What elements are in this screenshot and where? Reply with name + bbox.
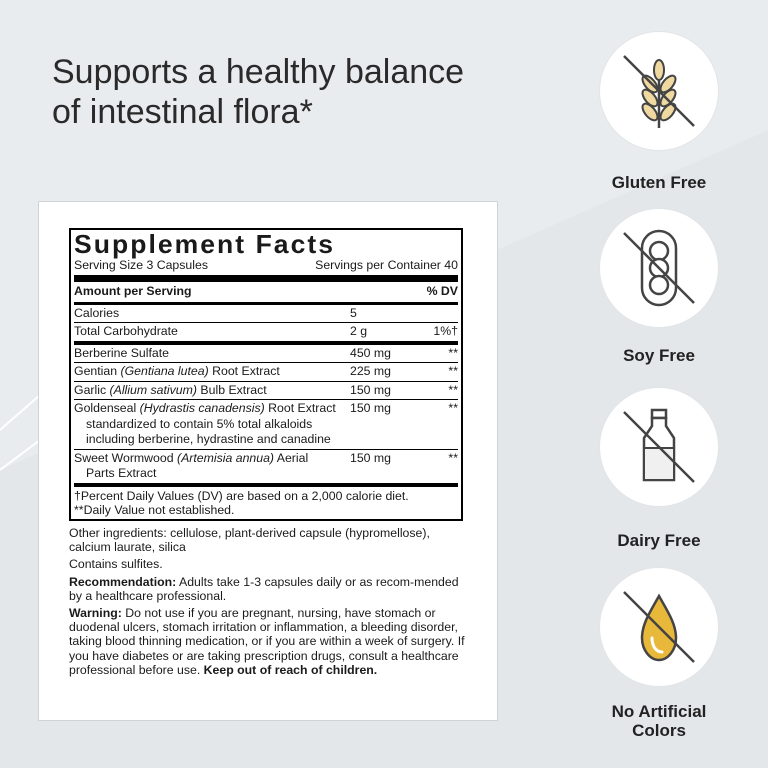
milk-bottle-crossed-icon xyxy=(600,388,718,506)
ingredient-row xyxy=(74,450,458,487)
no-artificial-colors-line-2: Colors xyxy=(632,721,686,740)
soy-free-badge xyxy=(600,209,718,327)
ingredient-dv: ** xyxy=(448,401,458,415)
facts-row-carbohydrate xyxy=(74,323,458,345)
ingredient-dv: ** xyxy=(448,382,458,397)
warning xyxy=(69,606,469,677)
row-name: Calories xyxy=(74,305,120,320)
serving-info xyxy=(74,258,458,282)
headline-line-2: of intestinal flora* xyxy=(52,93,313,131)
ingredient-latin: (Artemisia annua) xyxy=(176,450,275,465)
ingredient-row xyxy=(74,382,458,401)
ingredient-name xyxy=(74,346,350,362)
ingredient-name xyxy=(74,364,350,380)
header-amount: Amount per Serving xyxy=(74,284,192,298)
no-artificial-colors-badge xyxy=(600,568,718,686)
row-amount: 2 g xyxy=(350,324,368,338)
warning-label: Warning: xyxy=(69,606,122,621)
ingredient-name-text: Bulb Extract xyxy=(197,382,267,397)
recommendation-label: Recommendation: xyxy=(69,574,177,589)
headline-line-1: Supports a healthy balance xyxy=(52,53,465,91)
row-name: Total Carbohydrate xyxy=(74,324,178,338)
recommendation xyxy=(69,575,469,603)
gluten-free-badge xyxy=(600,32,718,150)
footnote-dv: †Percent Daily Values (DV) are based on a 2,000 calorie diet. xyxy=(74,488,409,503)
ingredient-row xyxy=(74,400,458,450)
ingredient-dv: ** xyxy=(448,364,458,378)
contains-note: Contains sulfites. xyxy=(69,557,163,572)
ingredient-amount: 150 mg xyxy=(350,382,392,397)
ingredient-subtext: including berberine, hydrastine and canadine xyxy=(86,432,331,446)
ingredient-amount: 150 mg xyxy=(350,450,392,465)
facts-footnotes xyxy=(74,487,458,519)
ingredient-latin: (Gentiana lutea) xyxy=(120,364,209,378)
ingredient-subtext: Parts Extract xyxy=(86,466,157,480)
dairy-free-label: Dairy Free xyxy=(617,531,701,550)
ingredient-dv: ** xyxy=(448,345,458,360)
other-ingredients: Other ingredients: cellulose, plant-derived capsule (hypromellose), calcium laurate, silica xyxy=(69,526,430,555)
warning-text: Do not use if you are pregnant, nursing, have stomach or duodenal ulcers, stomach irritation or inflammation, a bleeding disorder, taking blood thinning medication, or if you are within a week of surgery. If you have diabetes or are taking prescription drugs, consult a healthcare professional before use. xyxy=(69,606,465,677)
facts-title: Supplement Facts xyxy=(74,229,336,259)
ingredient-name-text: Aerial xyxy=(274,450,309,465)
ingredient-row xyxy=(74,363,458,382)
header-dv: % DV xyxy=(426,284,458,298)
ingredient-name-text: Sweet Wormwood xyxy=(74,450,177,465)
supplement-card xyxy=(38,201,498,721)
facts-row-calories xyxy=(74,305,458,324)
facts-header-row xyxy=(74,282,458,305)
ingredient-name-text: Berberine Sulfate xyxy=(74,345,170,360)
soy-free-label: Soy Free xyxy=(623,346,695,365)
no-artificial-colors-label xyxy=(584,702,734,740)
ingredient-name xyxy=(74,383,350,399)
no-artificial-colors-line-1: No Artificial xyxy=(611,702,707,721)
ingredient-name-text: Garlic xyxy=(74,382,110,397)
ingredient-name xyxy=(74,401,350,448)
dairy-free-badge xyxy=(600,388,718,506)
ingredient-name-text: Root Extract xyxy=(264,401,336,415)
footnote-daily-value: **Daily Value not established. xyxy=(74,502,235,517)
recommendation-text: Adults take 1-3 capsules daily or as recom-mended by a healthcare professional. xyxy=(69,574,459,603)
headline xyxy=(52,52,572,132)
ingredient-subtext: standardized to contain 5% total alkaloids xyxy=(86,416,313,431)
ingredient-latin: (Allium sativum) xyxy=(109,382,197,397)
row-amount: 5 xyxy=(350,305,357,320)
serving-size: Serving Size 3 Capsules xyxy=(74,258,208,272)
servings-per-container: Servings per Container 40 xyxy=(315,258,458,272)
ingredient-row xyxy=(74,345,458,364)
wheat-crossed-icon xyxy=(600,32,718,150)
supplement-facts-panel xyxy=(69,228,463,521)
row-dv: 1%† xyxy=(433,324,458,338)
warning-keep-out: Keep out of reach of children. xyxy=(203,662,378,677)
soybean-crossed-icon xyxy=(600,209,718,327)
row-dv xyxy=(410,306,458,322)
label-text xyxy=(69,526,469,680)
ingredient-dv: ** xyxy=(448,450,458,465)
ingredient-name-text: Root Extract xyxy=(208,364,280,378)
drop-crossed-icon xyxy=(600,568,718,686)
ingredient-amount: 450 mg xyxy=(350,345,392,360)
ingredient-name-text: Gentian xyxy=(74,364,121,378)
gluten-free-label: Gluten Free xyxy=(611,173,707,192)
ingredient-name-text: Goldenseal xyxy=(74,401,140,415)
ingredient-name xyxy=(74,451,350,482)
ingredient-latin: (Hydrastis canadensis) xyxy=(139,401,265,415)
ingredient-amount: 225 mg xyxy=(350,364,392,378)
ingredient-amount: 150 mg xyxy=(350,401,392,415)
